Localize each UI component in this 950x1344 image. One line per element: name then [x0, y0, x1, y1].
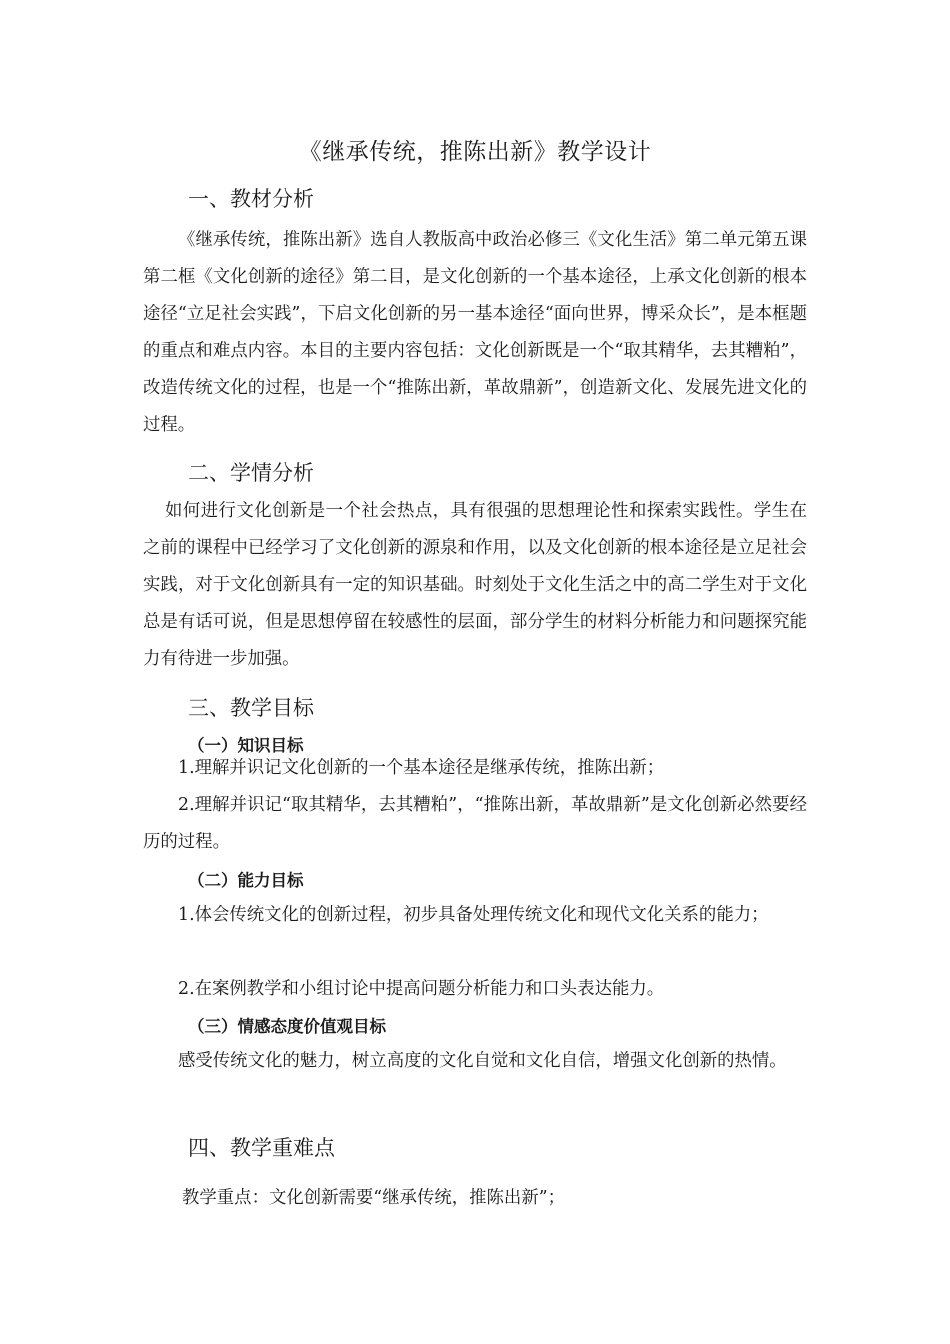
objective-item: 感受传统文化的魅力，树立高度的文化自觉和文化自信，增强文化创新的热情。 [178, 1051, 787, 1071]
section-paragraph-student-analysis: 如何进行文化创新是一个社会热点，具有很强的思想理论性和探索实践性。学生在之前的课程中已经学习了文化创新的源泉和作用，以及文化创新的根本途径是立足社会实践，对于文化创新具有一定的知识基础。时刻处于文化生活之中的高二学生对于文化总是有话可说，但是思想停留在较感性的层面，部分学生的材料分析能力和问题探究能力有待进一步加强。 [143, 501, 807, 669]
subsection-heading-knowledge: （一）知识目标 [188, 736, 304, 755]
key-point-line: 教学重点：文化创新需要“继承传统，推陈出新”； [182, 1188, 565, 1208]
section-heading-key-difficulties: 四、教学重难点 [188, 1136, 335, 1160]
document-title: 《继承传统，推陈出新》教学设计 [298, 139, 652, 165]
subsection-heading-emotion-values: （三）情感态度价值观目标 [188, 1017, 386, 1036]
subsection-heading-ability: （二）能力目标 [188, 871, 304, 890]
section-heading-textbook-analysis: 一、教材分析 [188, 187, 314, 211]
objective-item: 1.理解并识记文化创新的一个基本途径是继承传统，推陈出新； [178, 758, 665, 778]
section-paragraph-textbook-analysis: 《继承传统，推陈出新》选自人教版高中政治必修三《文化生活》第二单元第五课第二框《文化创新的途径》第二目，是文化创新的一个基本途径，上承文化创新的根本途径“立足社会实践”，下启文化创新的另一基本途径“面向世界，博采众长”，是本框题的重点和难点内容。本目的主要内容包括：文化创新既是一个“取其精华，去其糟粕”，改造传统文化的过程，也是一个“推陈出新，革故鼎新”，创造新文化、发展先进文化的过程。 [143, 230, 807, 435]
objective-item: 1.体会传统文化的创新过程，初步具备处理传统文化和现代文化关系的能力； [178, 905, 769, 925]
section-heading-teaching-objectives: 三、教学目标 [188, 696, 314, 720]
objective-item: 2.理解并识记“取其精华，去其糟粕”，“推陈出新，革故鼎新”是文化创新必然要经历的过程。 [143, 795, 807, 852]
section-heading-student-analysis: 二、学情分析 [188, 461, 314, 485]
objective-item: 2.在案例教学和小组讨论中提高问题分析能力和口头表达能力。 [178, 979, 665, 999]
